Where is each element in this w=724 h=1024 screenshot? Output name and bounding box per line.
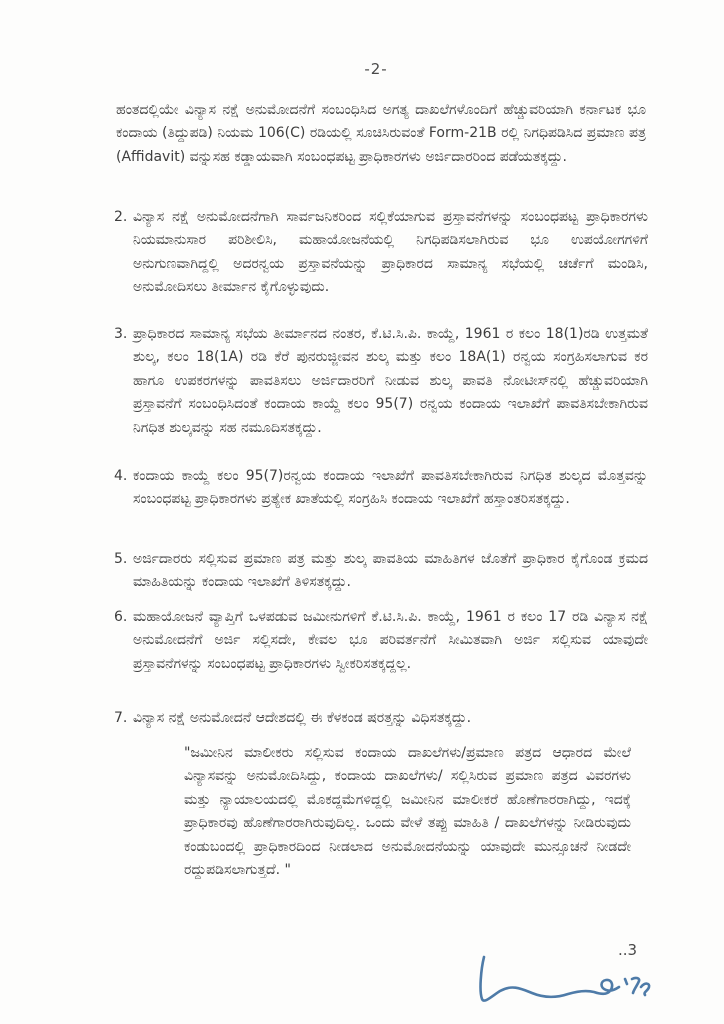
list-item-5 <box>114 548 648 595</box>
list-item-2 <box>114 206 648 300</box>
list-item-text: ಅರ್ಜಿದಾರರು ಸಲ್ಲಿಸುವ ಪ್ರಮಾಣ ಪತ್ರ ಮತ್ತು ಶುಲ್ಕ ಪಾವತಿಯ ಮಾಹಿತಿಗಳ ಜೊತೆಗೆ ಪ್ರಾಧಿಕಾರ ಕೈಗೊಂಡ ಕ್ರಮದ ಮಾಹಿತಿಯನ್ನು ಕಂದಾಯ ಇಲಾಖೆಗೆ ತಿಳಿಸತಕ್ಕದ್ದು. <box>133 551 648 591</box>
page-number: -2- <box>364 60 388 78</box>
intro-paragraph: ಹಂತದಲ್ಲಿಯೇ ವಿನ್ಯಾಸ ನಕ್ಷೆ ಅನುಮೋದನೆಗೆ ಸಂಬಂಧಿಸಿದ ಅಗತ್ಯ ದಾಖಲೆಗಳೊಂದಿಗೆ ಹೆಚ್ಚುವರಿಯಾಗಿ ಕರ್ನಾಟಕ ಭೂ ಕಂದಾಯ (ತಿದ್ದುಪಡಿ) ನಿಯಮ 106(C) ರಡಿಯಲ್ಲಿ ಸೂಚಿಸಿರುವಂತೆ Form-21B ರಲ್ಲಿ ನಿಗಧಿಪಡಿಸಿದ ಪ್ರಮಾಣ ಪತ್ರ (Affidavit) ವನ್ನುಸಹ ಕಡ್ಡಾಯವಾಗಿ ಸಂಬಂಧಪಟ್ಟ ಪ್ರಾಧಿಕಾರಗಳು ಅರ್ಜಿದಾರರಿಂದ ಪಡೆಯತಕ್ಕದ್ದು. <box>116 102 646 165</box>
list-item-6 <box>114 606 648 676</box>
list-item-text: ವಿನ್ಯಾಸ ನಕ್ಷೆ ಅನುಮೋದನೆ ಆದೇಶದಲ್ಲಿ ಈ ಕೆಳಕಂಡ ಷರತ್ತನ್ನು ವಿಧಿಸತಕ್ಕದ್ದು. <box>133 710 472 726</box>
signature-scribble-icon <box>468 951 658 1011</box>
list-item-text: ವಿನ್ಯಾಸ ನಕ್ಷೆ ಅನುಮೋದನೆಗಾಗಿ ಸಾರ್ವಜನಿಕರಿಂದ ಸಲ್ಲಿಕೆಯಾಗುವ ಪ್ರಸ್ತಾವನೆಗಳನ್ನು ಸಂಬಂಧಪಟ್ಟ ಪ್ರಾಧಿಕಾರಗಳು ನಿಯಮಾನುಸಾರ ಪರಿಶೀಲಿಸಿ, ಮಹಾಯೋಜನೆಯಲ್ಲಿ ನಿಗಧಿಪಡಿಸಲಾಗಿರುವ ಭೂ ಉಪಯೋಗಗಳಿಗೆ ಅನುಗುಣವಾಗಿದ್ದಲ್ಲಿ ಅದರನ್ವಯ ಪ್ರಸ್ತಾವನೆಯನ್ನು ಪ್ರಾಧಿಕಾರದ ಸಾಮಾನ್ಯ ಸಭೆಯಲ್ಲಿ ಚರ್ಚೆಗೆ ಮಂಡಿಸಿ, ಅನುಮೋದಿಸಲು ತೀರ್ಮಾನ ಕೈಗೊಳ್ಳುವುದು. <box>133 209 648 296</box>
list-item-number: 6. <box>114 609 128 625</box>
quoted-condition-block: "ಜಮೀನಿನ ಮಾಲೀಕರು ಸಲ್ಲಿಸುವ ಕಂದಾಯ ದಾಖಲೆಗಳು/ಪ್ರಮಾಣ ಪತ್ರದ ಆಧಾರದ ಮೇಲೆ ವಿನ್ಯಾಸವನ್ನು ಅನುಮೋದಿಸಿದ್ದು, ಕಂದಾಯ ದಾಖಲೆಗಳು/ ಸಲ್ಲಿಸಿರುವ ಪ್ರಮಾಣ ಪತ್ರದ ವಿವರಗಳು ಮತ್ತು ನ್ಯಾಯಾಲಯದಲ್ಲಿ ಮೊಕದ್ದಮೆಗಳಿದ್ದಲ್ಲಿ ಜಮೀನಿನ ಮಾಲೀಕರೆ ಹೊಣೆಗಾರರಾಗಿದ್ದು, ಇದಕ್ಕೆ ಪ್ರಾಧಿಕಾರವು ಹೊಣೆಗಾರರಾಗಿರುವುದಿಲ್ಲ. ಒಂದು ವೇಳೆ ತಪ್ಪು ಮಾಹಿತಿ / ದಾಖಲೆಗಳನ್ನು ನೀಡಿರುವುದು ಕಂಡುಬಂದಲ್ಲಿ ಪ್ರಾಧಿಕಾರದಿಂದ ನೀಡಲಾದ ಅನುಮೋದನೆಯನ್ನು ಯಾವುದೇ ಮುನ್ಸೂಚನೆ ನೀಡದೇ ರದ್ದುಪಡಿಸಲಾಗುತ್ತದೆ. " <box>184 745 631 879</box>
list-item-text: ಪ್ರಾಧಿಕಾರದ ಸಾಮಾನ್ಯ ಸಭೆಯ ತೀರ್ಮಾನದ ನಂತರ, ಕೆ.ಟಿ.ಸಿ.ಪಿ. ಕಾಯ್ದೆ, 1961 ರ ಕಲಂ 18(1)ರಡಿ ಉತ್ತಮತೆ ಶುಲ್ಕ, ಕಲಂ 18(1A) ರಡಿ ಕೆರೆ ಪುನರುಜ್ಜೀವನ ಶುಲ್ಕ ಮತ್ತು ಕಲಂ 18A(1) ರನ್ವಯ ಸಂಗ್ರಹಿಸಲಾಗುವ ಕರ ಹಾಗೂ ಉಪಕರಗಳನ್ನು ಪಾವತಿಸಲು ಅರ್ಜಿದಾರರಿಗೆ ನೀಡುವ ಶುಲ್ಕ ಪಾವತಿ ನೋಟೀಸ್‌ನಲ್ಲಿ ಹೆಚ್ಚುವರಿಯಾಗಿ ಪ್ರಸ್ತಾವನೆಗೆ ಸಂಬಂಧಿಸಿದಂತೆ ಕಂದಾಯ ಕಾಯ್ದೆ ಕಲಂ 95(7) ರನ್ವಯ ಕಂದಾಯ ಇಲಾಖೆಗೆ ಪಾವತಿಸಬೇಕಾಗಿರುವ ನಿಗಧಿತ ಶುಲ್ಕವನ್ನು ಸಹ ನಮೂದಿಸತಕ್ಕದ್ದು. <box>133 326 648 436</box>
list-item-7 <box>114 707 648 730</box>
list-item-text: ಮಹಾಯೋಜನೆ ವ್ಯಾಪ್ತಿಗೆ ಒಳಪಡುವ ಜಮೀನುಗಳಿಗೆ ಕೆ.ಟಿ.ಸಿ.ಪಿ. ಕಾಯ್ದೆ, 1961 ರ ಕಲಂ 17 ರಡಿ ವಿನ್ಯಾಸ ನಕ್ಷೆ ಅನುಮೋದನೆಗೆ ಅರ್ಜಿ ಸಲ್ಲಿಸದೇ, ಕೇವಲ ಭೂ ಪರಿವರ್ತನೆಗೆ ಸೀಮಿತವಾಗಿ ಅರ್ಜಿ ಸಲ್ಲಿಸುವ ಯಾವುದೇ ಪ್ರಸ್ತಾವನೆಗಳನ್ನು ಸಂಬಂಧಪಟ್ಟ ಪ್ರಾಧಿಕಾರಗಳು ಸ್ವೀಕರಿಸತಕ್ಕದ್ದಲ್ಲ. <box>133 609 648 672</box>
list-item-number: 5. <box>114 551 128 567</box>
next-page-marker: ..3 <box>618 941 638 959</box>
list-item-4 <box>114 465 648 512</box>
list-item-number: 4. <box>114 468 128 484</box>
list-item-number: 7. <box>114 710 128 726</box>
list-item-number: 2. <box>114 209 128 225</box>
list-item-number: 3. <box>114 326 128 342</box>
list-item-3 <box>114 323 648 440</box>
list-item-text: ಕಂದಾಯ ಕಾಯ್ದೆ ಕಲಂ 95(7)ರನ್ವಯ ಕಂದಾಯ ಇಲಾಖೆಗೆ ಪಾವತಿಸಬೇಕಾಗಿರುವ ನಿಗಧಿತ ಶುಲ್ಕದ ಮೊತ್ತವನ್ನು ಸಂಬಂಧಪಟ್ಟ ಪ್ರಾಧಿಕಾರಗಳು ಪ್ರತ್ಯೇಕ ಖಾತೆಯಲ್ಲಿ ಸಂಗ್ರಹಿಸಿ ಕಂದಾಯ ಇಲಾಖೆಗೆ ಹಸ್ತಾಂತರಿಸತಕ್ಕದ್ದು. <box>133 468 648 508</box>
